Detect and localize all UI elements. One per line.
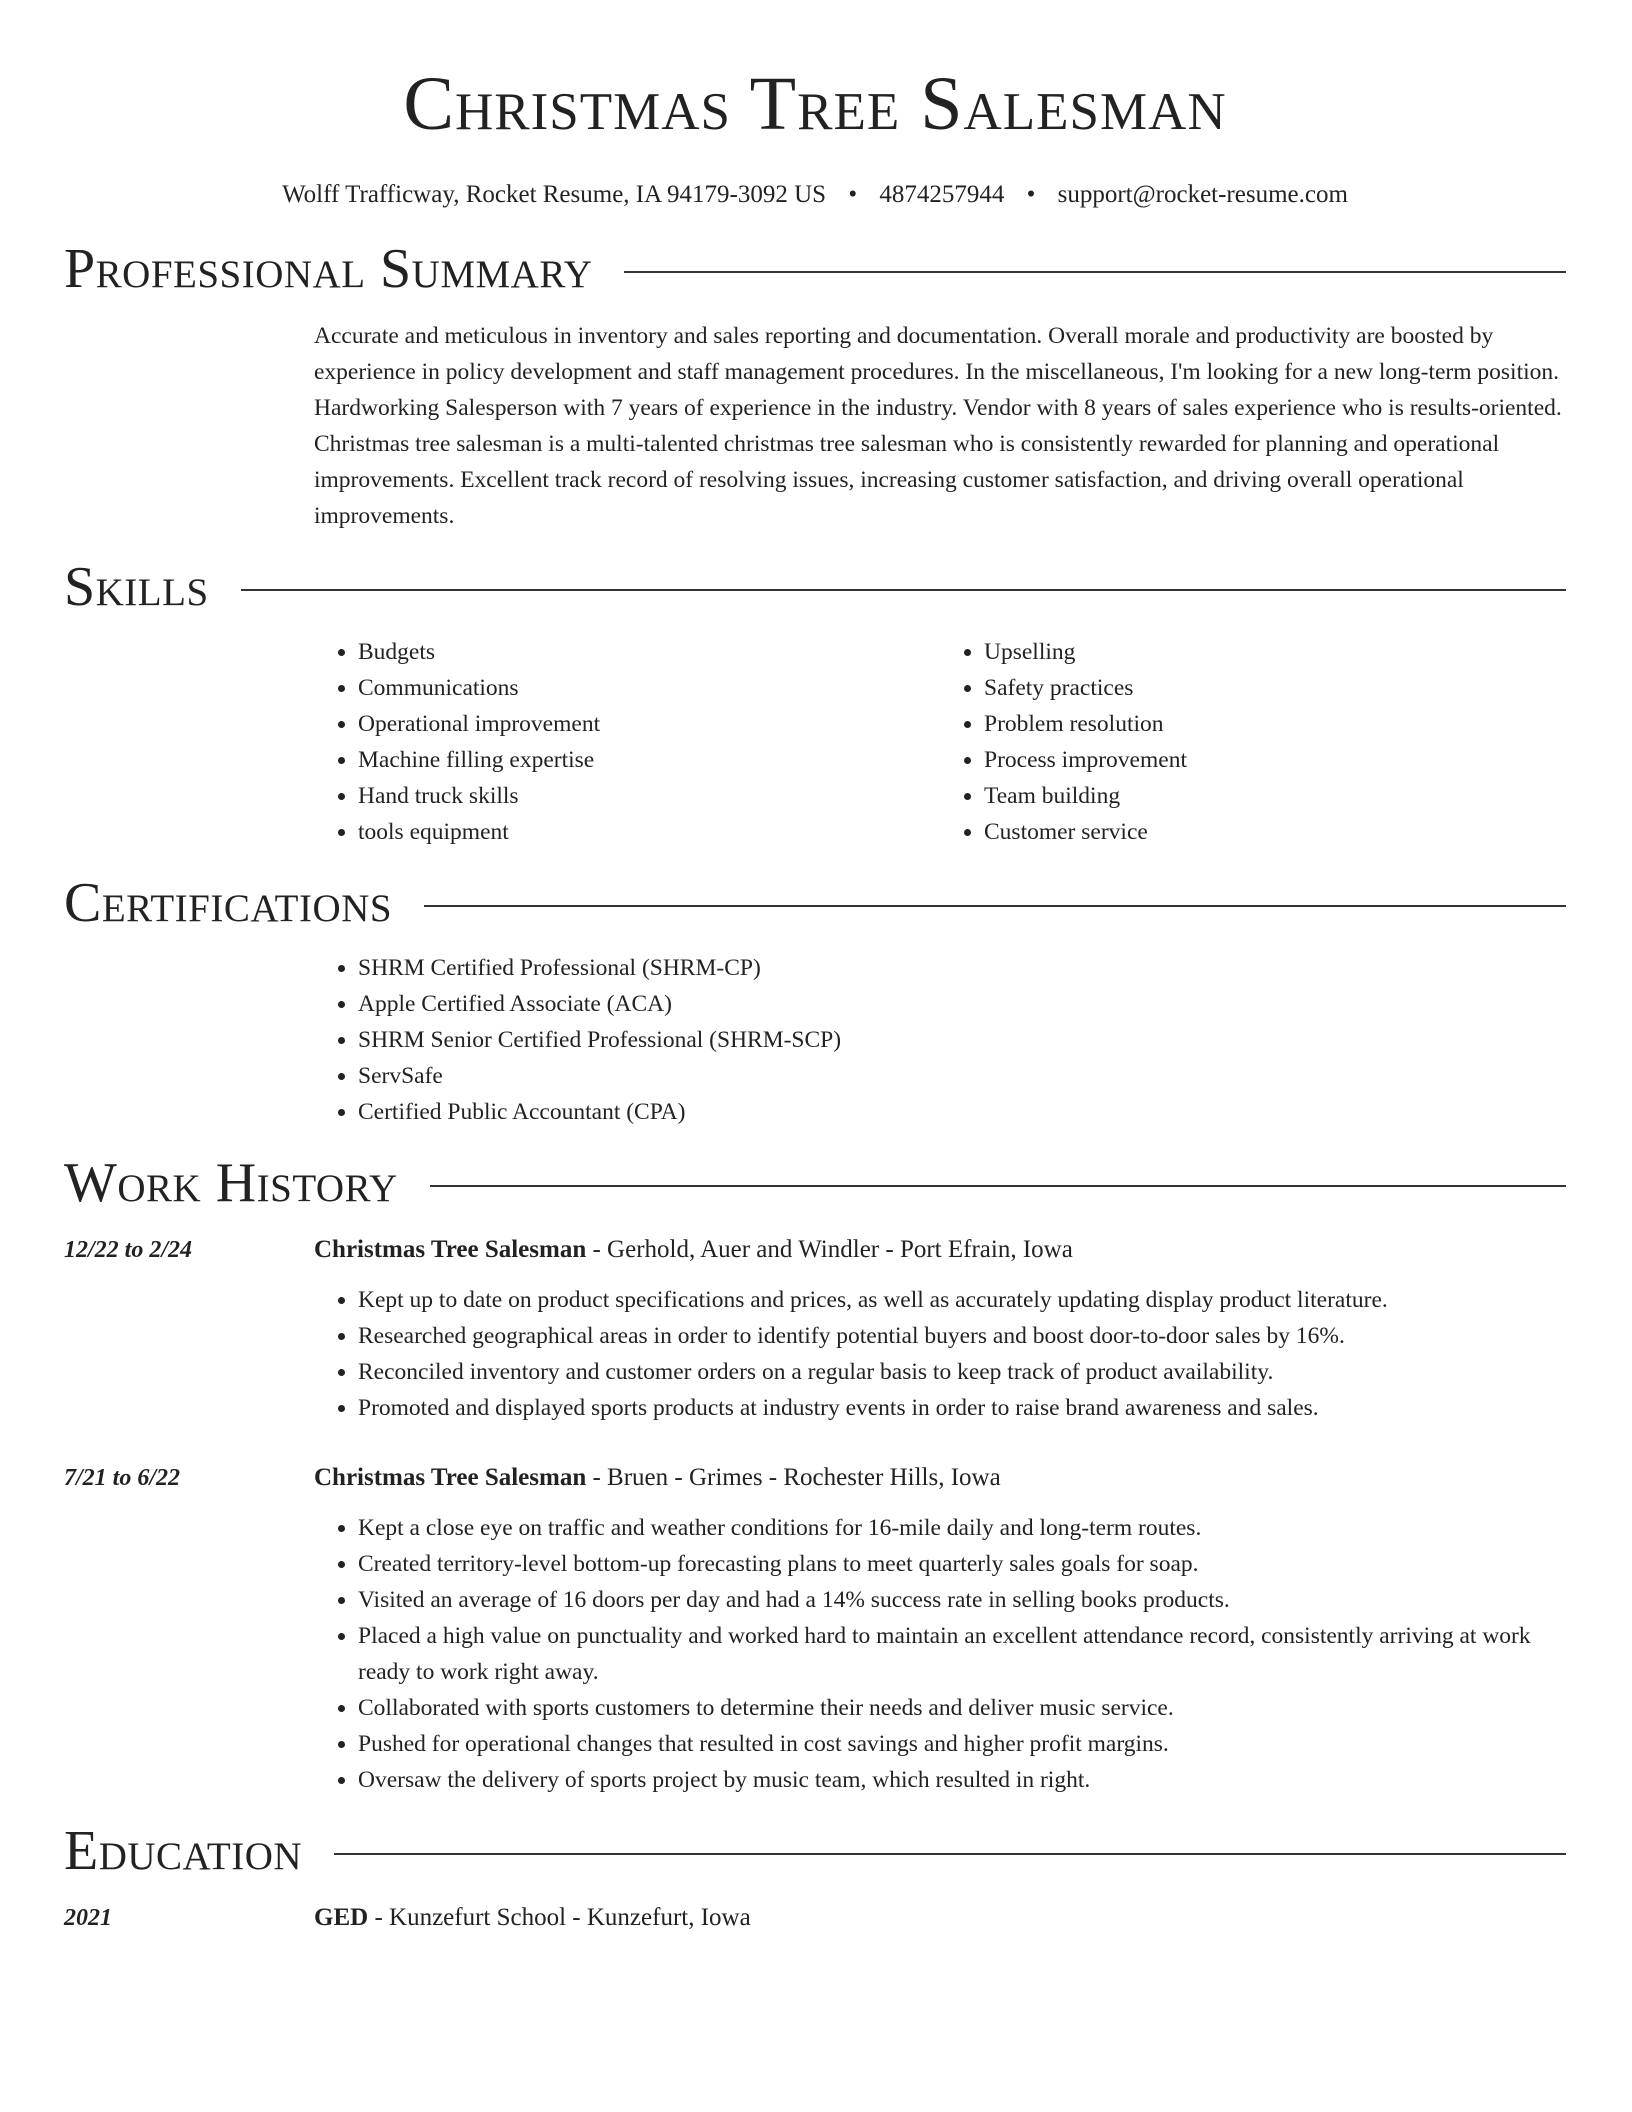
- summary-text: Accurate and meticulous in inventory and sales reporting and documentation. Overall morale and productivity are boosted by experience in policy development and staff management procedures. In the miscellaneous, I'm looking for a new long-term position. Hardworking Salesperson with 7 years of experience in the industry. Vendor with 8 years of sales experience who is results-oriented. Christmas tree salesman is a multi-talented christmas tree salesman who is consistently rewarded for planning and operational improvements. Excellent track record of resolving issues, increasing customer satisfaction, and driving overall operational improvements.: [314, 323, 1562, 529]
- education-school: - Kunzefurt School - Kunzefurt, Iowa: [368, 1904, 751, 1931]
- job-bullet: • Collaborated with sports customers to determine their needs and deliver music service.: [358, 1690, 1566, 1726]
- skills-right-column: [940, 634, 1566, 850]
- summary-section-header: [64, 236, 1566, 302]
- job-bullet: • Pushed for operational changes that resulted in cost savings and higher profit margins.: [358, 1726, 1566, 1762]
- job-title-line: [314, 1232, 1073, 1268]
- skill-item: • Safety practices: [984, 670, 1566, 706]
- job-bullet: • Promoted and displayed sports products at industry events in order to raise brand awareness and sales.: [358, 1390, 1566, 1426]
- section-divider: [241, 589, 1566, 591]
- skills-section-header: [64, 554, 1566, 620]
- skill-item: • Hand truck skills: [358, 778, 940, 814]
- work-section-header: [64, 1150, 1566, 1216]
- job-entry-header: [64, 1460, 1566, 1496]
- job-bullet: • Visited an average of 16 doors per day and had a 14% success rate in selling books products.: [358, 1582, 1566, 1618]
- job-entry-header: [64, 1232, 1566, 1268]
- candidate-name: Christmas Tree Salesman: [403, 62, 1227, 146]
- job-title: Christmas Tree Salesman: [314, 1464, 587, 1491]
- certifications-section-header: [64, 870, 1566, 936]
- skill-item: • Communications: [358, 670, 940, 706]
- skills-heading: Skills: [64, 556, 209, 618]
- education-degree: GED: [314, 1904, 369, 1931]
- job-bullet: • Oversaw the delivery of sports project by music team, which resulted in right.: [358, 1762, 1566, 1798]
- certification-item: • SHRM Senior Certified Professional (SHRM-SCP): [358, 1022, 1566, 1058]
- job-bullets: [314, 1282, 1566, 1426]
- section-divider: [430, 1185, 1566, 1187]
- job-dates: 7/21 to 6/22: [64, 1465, 181, 1491]
- job-bullet: • Kept a close eye on traffic and weather conditions for 16-mile daily and long-term routes.: [358, 1510, 1566, 1546]
- skill-item: • Problem resolution: [984, 706, 1566, 742]
- job-dates: 12/22 to 2/24: [64, 1237, 193, 1263]
- education-section-header: [64, 1818, 1566, 1884]
- summary-heading: Professional Summary: [64, 238, 593, 300]
- job-bullet: • Researched geographical areas in order to identify potential buyers and boost door-to-door sales by 16%.: [358, 1318, 1566, 1354]
- education-line: [314, 1900, 751, 1936]
- certifications-heading: Certifications: [64, 872, 393, 934]
- skill-item: • tools equipment: [358, 814, 940, 850]
- work-heading: Work History: [64, 1152, 398, 1214]
- skills-left-column: [314, 634, 940, 850]
- job-employer: - Bruen - Grimes - Rochester Hills, Iowa: [586, 1464, 1001, 1491]
- job-bullet: • Kept up to date on product specifications and prices, as well as accurately updating display product literature.: [358, 1282, 1566, 1318]
- skill-item: • Machine filling expertise: [358, 742, 940, 778]
- contact-line: [64, 178, 1566, 212]
- contact-address: Wolff Trafficway, Rocket Resume, IA 94179-3092 US: [282, 181, 827, 208]
- job-bullet: • Placed a high value on punctuality and worked hard to maintain an excellent attendance record, consistently arriving at work ready to work right away.: [358, 1618, 1566, 1690]
- certification-item: • ServSafe: [358, 1058, 1566, 1094]
- education-heading: Education: [64, 1820, 303, 1882]
- skill-item: • Team building: [984, 778, 1566, 814]
- section-divider: [334, 1853, 1566, 1855]
- job-bullets: [314, 1510, 1566, 1798]
- education-year: 2021: [64, 1905, 112, 1931]
- skill-item: • Budgets: [358, 634, 940, 670]
- skill-item: • Customer service: [984, 814, 1566, 850]
- skill-item: • Operational improvement: [358, 706, 940, 742]
- section-divider: [624, 271, 1566, 273]
- certification-item: • Certified Public Accountant (CPA): [358, 1094, 1566, 1130]
- contact-separator: •: [1026, 181, 1036, 208]
- certification-item: • SHRM Certified Professional (SHRM-CP): [358, 950, 1566, 986]
- job-employer: - Gerhold, Auer and Windler - Port Efrain, Iowa: [586, 1236, 1073, 1263]
- skill-item: • Upselling: [984, 634, 1566, 670]
- contact-separator: •: [848, 181, 858, 208]
- certifications-list: [314, 950, 1566, 1130]
- skills-list: [314, 634, 1566, 850]
- job-title-line: [314, 1460, 1001, 1496]
- job-title: Christmas Tree Salesman: [314, 1236, 587, 1263]
- job-bullet: • Reconciled inventory and customer orders on a regular basis to keep track of product availability.: [358, 1354, 1566, 1390]
- certification-item: • Apple Certified Associate (ACA): [358, 986, 1566, 1022]
- skill-item: • Process improvement: [984, 742, 1566, 778]
- contact-phone: 4874257944: [879, 181, 1005, 208]
- contact-email: support@rocket-resume.com: [1057, 181, 1348, 208]
- education-entry: [64, 1900, 1566, 1936]
- section-divider: [424, 905, 1566, 907]
- job-bullet: • Created territory-level bottom-up forecasting plans to meet quarterly sales goals for soap.: [358, 1546, 1566, 1582]
